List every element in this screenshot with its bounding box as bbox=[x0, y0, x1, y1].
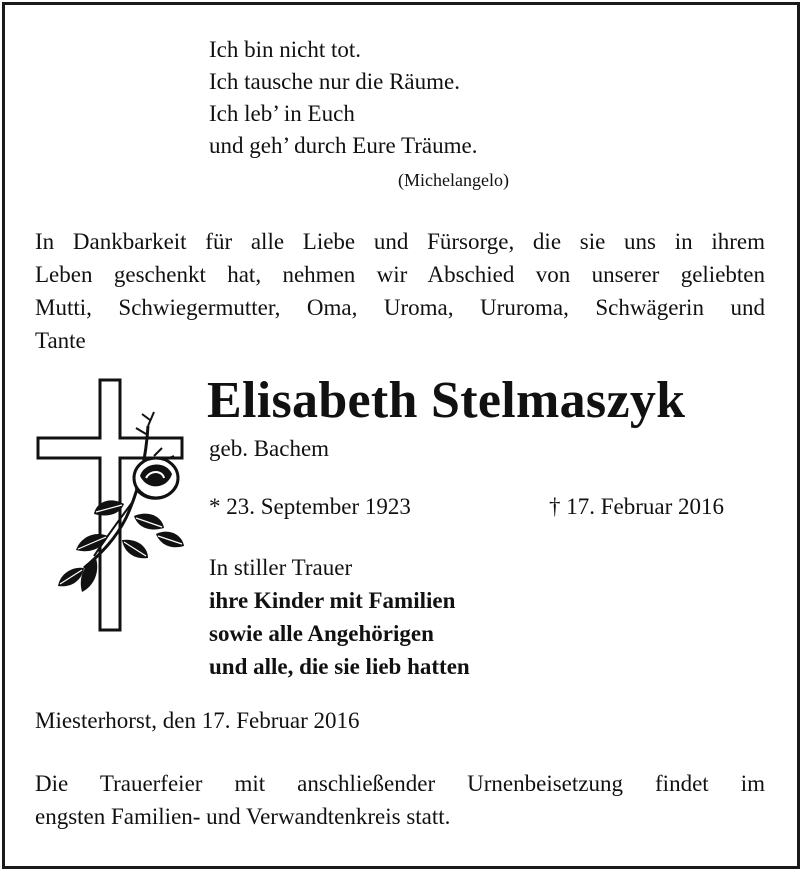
funeral-note bbox=[35, 767, 765, 833]
funeral-line: Die Trauerfeier mit anschließender Urnenbeisetzung findet im bbox=[35, 771, 765, 796]
place-date: Miesterhorst, den 17. Februar 2016 bbox=[35, 708, 360, 733]
mourning-intro: In stiller Trauer bbox=[209, 555, 353, 580]
intro-paragraph bbox=[35, 225, 765, 357]
deceased-name: Elisabeth Stelmaszyk bbox=[207, 372, 686, 429]
mourners-block bbox=[209, 551, 470, 683]
poem-line: Ich tausche nur die Räume. bbox=[209, 69, 460, 94]
death-date: † 17. Februar 2016 bbox=[549, 494, 725, 519]
poem bbox=[209, 34, 478, 162]
intro-line: In Dankbarkeit für alle Liebe und Fürsorge, die sie uns in ihrem bbox=[35, 229, 765, 254]
poem-line: und geh’ durch Eure Träume. bbox=[209, 133, 478, 158]
intro-line: Mutti, Schwiegermutter, Oma, Uroma, Ururoma, Schwägerin und bbox=[35, 295, 765, 320]
mourner-line: und alle, die sie lieb hatten bbox=[209, 654, 470, 679]
poem-attribution: (Michelangelo) bbox=[398, 170, 509, 190]
poem-line: Ich leb’ in Euch bbox=[209, 101, 355, 126]
maiden-name: geb. Bachem bbox=[209, 436, 330, 461]
funeral-line: engsten Familien- und Verwandtenkreis statt. bbox=[35, 804, 451, 829]
poem-line: Ich bin nicht tot. bbox=[209, 37, 362, 62]
intro-line: Leben geschenkt hat, nehmen wir Abschied von unserer geliebten bbox=[35, 262, 765, 287]
intro-line: Tante bbox=[35, 328, 86, 353]
mourner-line: sowie alle Angehörigen bbox=[209, 621, 434, 646]
cross-with-rose-icon bbox=[36, 378, 191, 633]
birth-date: * 23. September 1923 bbox=[209, 494, 411, 519]
mourner-line: ihre Kinder mit Familien bbox=[209, 588, 456, 613]
